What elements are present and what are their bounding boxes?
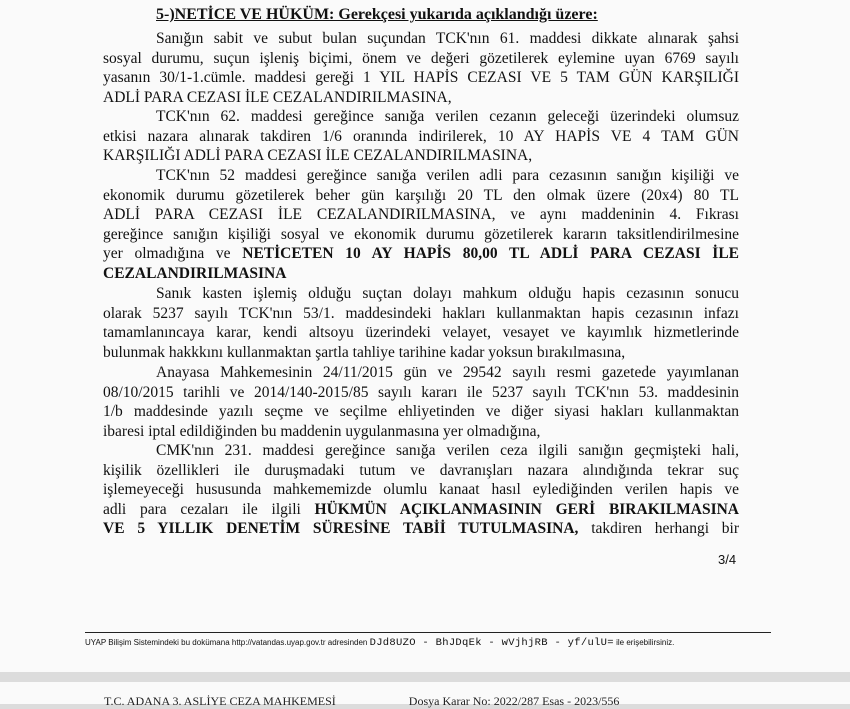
text-line [103, 323, 739, 343]
text-line [103, 422, 739, 442]
line-text: yasanın 30/1-1.cümle. maddesi gereği 1 YIL HAPİS CEZASI VE 5 TAM GÜN KARŞILIĞI [103, 69, 739, 87]
text-line [103, 205, 739, 225]
line-text: işlemeyeceği hususunda mahkememizde olumlu kanaat hasıl eylediğinden verilen hapis ve [103, 481, 739, 499]
paragraph [103, 107, 739, 166]
bold-verdict-text: NETİCETEN 10 AY HAPİS 80,00 TL ADLİ PARA CEZASI İLE [242, 245, 740, 263]
text-line [103, 480, 739, 500]
line-text: TCK'nın 52 maddesi gereğince sanığa verilen adli para cezasının sanığın kişiliği ve [156, 167, 739, 184]
text-line [103, 186, 739, 206]
line-text: adli para cezaları ile ilgili [103, 500, 315, 518]
text-line [103, 264, 739, 284]
text-line [103, 244, 739, 264]
text-line [103, 383, 739, 403]
paragraph [103, 29, 739, 107]
line-text: takdiren herhangi bir [578, 520, 740, 538]
text-line [103, 402, 739, 422]
page-number: 3/4 [718, 552, 737, 567]
footer-prefix: UYAP Bilişim Sistemindeki bu dokümana http://vatandas.uyap.gov.tr adresinden [85, 638, 368, 647]
paragraph [103, 363, 739, 441]
line-text: ADLİ PARA CEZASI İLE CEZALANDIRILMASINA, [103, 88, 452, 106]
line-text: sosyal durumu, suçun işleniş biçimi, önem ve değeri gözetilerek eylemine uyan 6769 sayılı [103, 49, 739, 67]
line-text: gereğince sanığın kişiliği sosyal ve ekonomik durumu gözetilerek kararın taksitlendirilmesine [103, 225, 739, 243]
line-text: ADLİ PARA CEZASI İLE CEZALANDIRILMASINA, ve aynı maddeninin 4. Fıkrası [103, 206, 739, 224]
paragraph [103, 441, 739, 539]
line-text: CMK'nın 231. maddesi gereğince sanığa verilen ceza ilgili sanığın geçmişteki hali, [156, 442, 739, 459]
text-line [103, 107, 739, 127]
line-text: ekonomik durumu gözetilerek beher gün karşılığı 20 TL den olmak üzere (20x4) 80 TL [103, 186, 739, 204]
text-line [103, 461, 739, 481]
line-text: Sanığın sabit ve subut bulan suçundan TCK'nın 61. maddesi dikkate alınarak şahsi [156, 30, 739, 47]
section-heading: 5-)NETİCE VE HÜKÜM: Gerekçesi yukarıda açıklandığı üzere: [156, 6, 598, 23]
line-text: Sanık kasten işlemiş olduğu suçtan dolayı mahkum olduğu hapis cezasının sonucu [156, 285, 739, 302]
line-text: kişilik özellikleri ile duruşmadaki tutum ve davranışları nazara alındığında tekrar suç [103, 461, 739, 479]
text-line [103, 29, 739, 49]
text-line [103, 49, 739, 69]
line-text: TCK'nın 62. maddesi gereğince sanığa verilen cezanın geleceği üzerindeki olumsuz [156, 108, 739, 125]
line-text: 1/b maddesinde yazılı seçme ve seçilme ehliyetinden ve diğer siyasi hakları kullanmaktan [103, 403, 739, 421]
text-line [103, 519, 739, 539]
text-line [103, 284, 739, 304]
next-page-header [104, 694, 619, 709]
text-line [103, 343, 739, 363]
file-number: Dosya Karar No: 2022/287 Esas - 2023/556 [408, 694, 620, 708]
line-text: KARŞILIĞI ADLİ PARA CEZASI İLE CEZALANDIRILMASINA, [103, 147, 533, 165]
text-line [103, 363, 739, 383]
bold-verdict-text: HÜKMÜN AÇIKLANMASININ GERİ BIRAKILMASINA [314, 500, 739, 518]
line-text: 08/10/2015 tarihli ve 2014/140-2015/85 sayılı kararı ile 5237 sayılı TCK'nın 53. maddesinin [103, 383, 739, 401]
court-name: T.C. ADANA 3. ASLİYE CEZA MAHKEMESİ [104, 694, 336, 708]
text-line [103, 166, 739, 186]
paragraph [103, 166, 739, 284]
uyap-footer [85, 637, 775, 649]
footer-divider [85, 632, 771, 633]
bold-verdict-text: CEZALANDIRILMASINA [103, 264, 287, 282]
bold-verdict-text: VE 5 YILLIK DENETİM SÜRESİNE TABİİ TUTULMASINA, [103, 520, 579, 538]
text-line [103, 68, 739, 88]
verification-code[interactable]: DJd8UZO - BhJDqEk - wVjhjRB - yf/ulU= [369, 637, 614, 649]
line-text: etkisi nazara alınarak takdiren 1/6 oranında indirilerek, 10 AY HAPİS VE 4 TAM GÜN [103, 127, 739, 145]
line-text: ibaresi iptal edildiğinden bu maddenin uygulanmasına yer olmadığına, [103, 422, 541, 440]
text-line [103, 88, 739, 108]
line-text: tamamlanıncaya karar, kendi altsoyu üzerindeki velayet, vesayet ve kayımlık hizmetlerinde [103, 324, 739, 342]
footer-suffix: ile erişebilirsiniz. [616, 638, 675, 647]
line-text: bulunmak hakkkını kullanmaktan şartla tahliye tarihine kadar yoksun bırakılmasına, [103, 343, 626, 361]
text-line [103, 441, 739, 461]
text-line [103, 304, 739, 324]
paragraph [103, 284, 739, 362]
text-line [103, 225, 739, 245]
text-line [103, 146, 739, 166]
next-page-preview [0, 682, 850, 708]
line-text: olarak 5237 sayılı TCK'nın 53/1. maddesindeki hakları kullanmaktan hapis cezasının infazı [103, 304, 739, 322]
line-text: Anayasa Mahkemesinin 24/11/2015 gün ve 29542 sayılı resmi gazetede yayımlanan [156, 364, 739, 381]
text-line [103, 500, 739, 520]
line-text: yer olmadığına ve [103, 245, 243, 263]
text-line [103, 127, 739, 147]
